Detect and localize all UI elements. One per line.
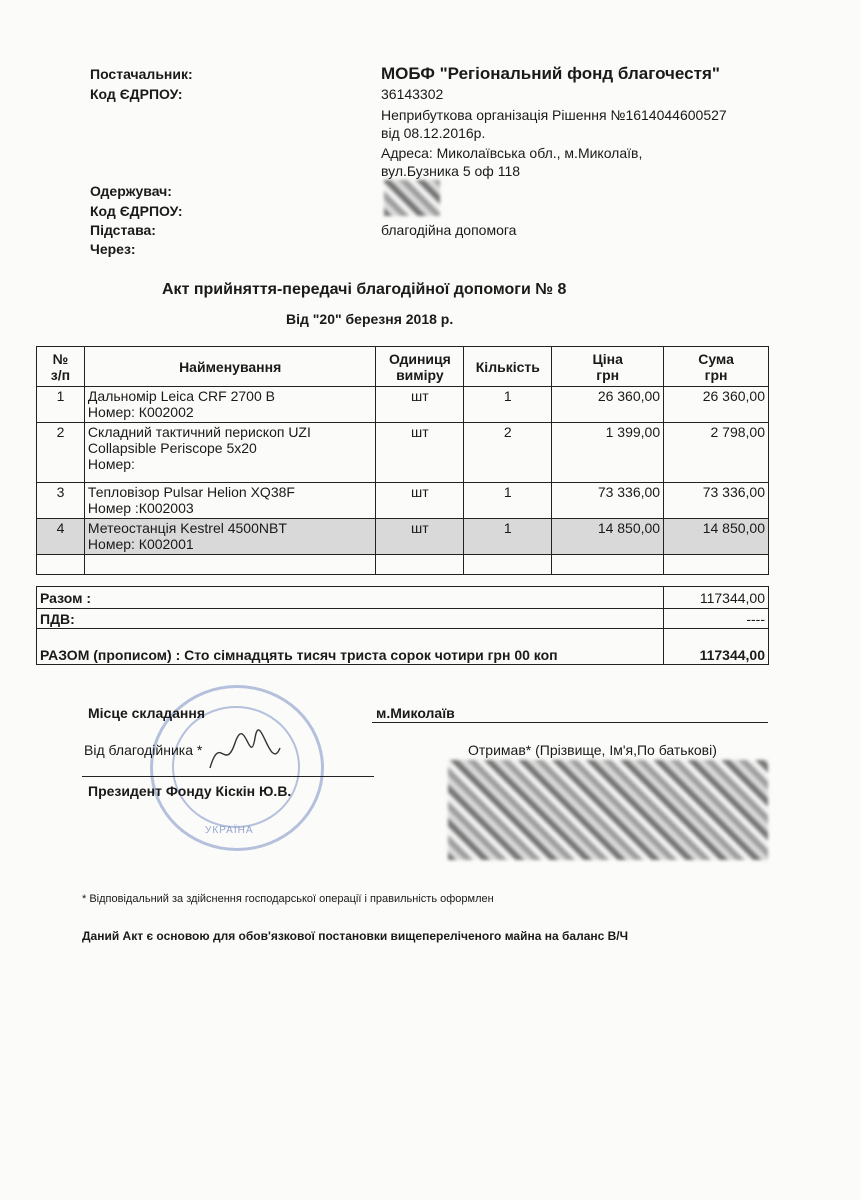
- row-quantity: 1: [464, 387, 552, 423]
- place-label: Місце складання: [88, 705, 206, 721]
- row-quantity: 1: [464, 519, 552, 555]
- header-name: Найменування: [84, 347, 375, 387]
- donor-signature-line: [82, 776, 374, 777]
- stamp-text: УКРАЇНА: [205, 825, 254, 836]
- row-name-line: Номер :К002003: [87, 500, 194, 516]
- header-quantity: Кількість: [464, 347, 552, 387]
- totals-table: [36, 586, 769, 665]
- place-value: м.Миколаїв: [376, 705, 455, 721]
- row-name-line: Складний тактичний перископ UZI: [87, 424, 311, 440]
- supplier-address-2: вул.Бузника 5 оф 118: [381, 163, 521, 179]
- supplier-label: Постачальник:: [90, 66, 193, 82]
- footnote: * Відповідальний за здійснення господарської операції і правильність оформлен: [82, 893, 494, 905]
- table-row: [37, 423, 769, 483]
- row-price: 26 360,00: [552, 387, 664, 423]
- row-name: [84, 423, 375, 483]
- row-name-line: Тепловізор Pulsar Helion XQ38F: [87, 484, 295, 500]
- header-number: № з/п: [37, 347, 85, 387]
- row-sum: 73 336,00: [664, 483, 769, 519]
- row-name-line: Номер:: [87, 456, 135, 472]
- supplier-note-2: від 08.12.2016р.: [381, 125, 486, 141]
- recipient-code-label: Код ЄДРПОУ:: [90, 203, 183, 219]
- row-quantity: 2: [464, 423, 552, 483]
- row-price: 14 850,00: [552, 519, 664, 555]
- document-date: Від "20" березня 2018 р.: [286, 311, 454, 327]
- total-words: РАЗОМ (прописом) : Сто сімнадцять тисяч триста сорок чотири грн 00 коп: [37, 629, 664, 665]
- redacted-receiver: [448, 760, 768, 860]
- document-title: Акт прийняття-передачі благодійної допомоги № 8: [162, 281, 567, 298]
- row-unit: шт: [376, 519, 464, 555]
- row-name: [84, 483, 375, 519]
- supplier-name: МОБФ "Регіональний фонд благочестя": [381, 64, 720, 83]
- supplier-code-label: Код ЄДРПОУ:: [90, 86, 183, 102]
- row-unit: шт: [376, 483, 464, 519]
- supplier-note-1: Неприбуткова організація Рішення №1614044600527: [381, 107, 727, 123]
- row-sum: 26 360,00: [664, 387, 769, 423]
- vat-label: ПДВ:: [37, 609, 664, 629]
- row-unit: шт: [376, 387, 464, 423]
- row-name: [84, 519, 375, 555]
- supplier-address-1: Адреса: Миколаївська обл., м.Миколаїв,: [381, 145, 643, 161]
- via-label: Через:: [90, 241, 136, 257]
- place-underline: [372, 722, 768, 723]
- row-price: 1 399,00: [552, 423, 664, 483]
- signature: [205, 728, 285, 778]
- table-header-row: [37, 347, 769, 387]
- redacted-recipient: [384, 180, 440, 216]
- row-sum: 2 798,00: [664, 423, 769, 483]
- row-name: [84, 387, 375, 423]
- header-unit: Одиниця виміру: [376, 347, 464, 387]
- row-sum: 14 850,00: [664, 519, 769, 555]
- subtotal-value: 117344,00: [664, 587, 769, 609]
- total-value: 117344,00: [664, 629, 769, 665]
- basis-label: Підстава:: [90, 222, 156, 238]
- final-note: Даний Акт є основою для обов'язкової постановки вищепереліченого майна на баланс В/Ч: [82, 929, 629, 943]
- items-table: [36, 346, 769, 575]
- row-price: 73 336,00: [552, 483, 664, 519]
- basis-value: благодійна допомога: [381, 222, 517, 238]
- row-name-line: Номер: К002001: [87, 536, 194, 552]
- received-label: Отримав* (Прізвище, Ім'я,По батькові): [468, 742, 717, 758]
- row-number: 2: [37, 423, 85, 483]
- donor-label: Від благодійника *: [84, 742, 203, 758]
- subtotal-label: Разом :: [37, 587, 664, 609]
- total-words-row: [37, 629, 769, 665]
- table-row: [37, 519, 769, 555]
- header-sum: Сума грн: [664, 347, 769, 387]
- row-name-line: Номер: К002002: [87, 404, 194, 420]
- row-number: 1: [37, 387, 85, 423]
- vat-row: [37, 609, 769, 629]
- row-number: 4: [37, 519, 85, 555]
- row-unit: шт: [376, 423, 464, 483]
- table-empty-row: [37, 555, 769, 575]
- row-name-line: Метеостанція Kestrel 4500NBT: [87, 520, 287, 536]
- row-quantity: 1: [464, 483, 552, 519]
- president-name: Президент Фонду Кіскін Ю.В.: [88, 783, 292, 799]
- recipient-label: Одержувач:: [90, 183, 172, 199]
- vat-value: ----: [664, 609, 769, 629]
- table-row: [37, 483, 769, 519]
- supplier-code: 36143302: [381, 86, 444, 102]
- row-name-line: Collapsible Periscope 5x20: [87, 440, 257, 456]
- table-row: [37, 387, 769, 423]
- subtotal-row: [37, 587, 769, 609]
- header-price: Ціна грн: [552, 347, 664, 387]
- row-name-line: Дальномір Leica CRF 2700 B: [87, 388, 275, 404]
- row-number: 3: [37, 483, 85, 519]
